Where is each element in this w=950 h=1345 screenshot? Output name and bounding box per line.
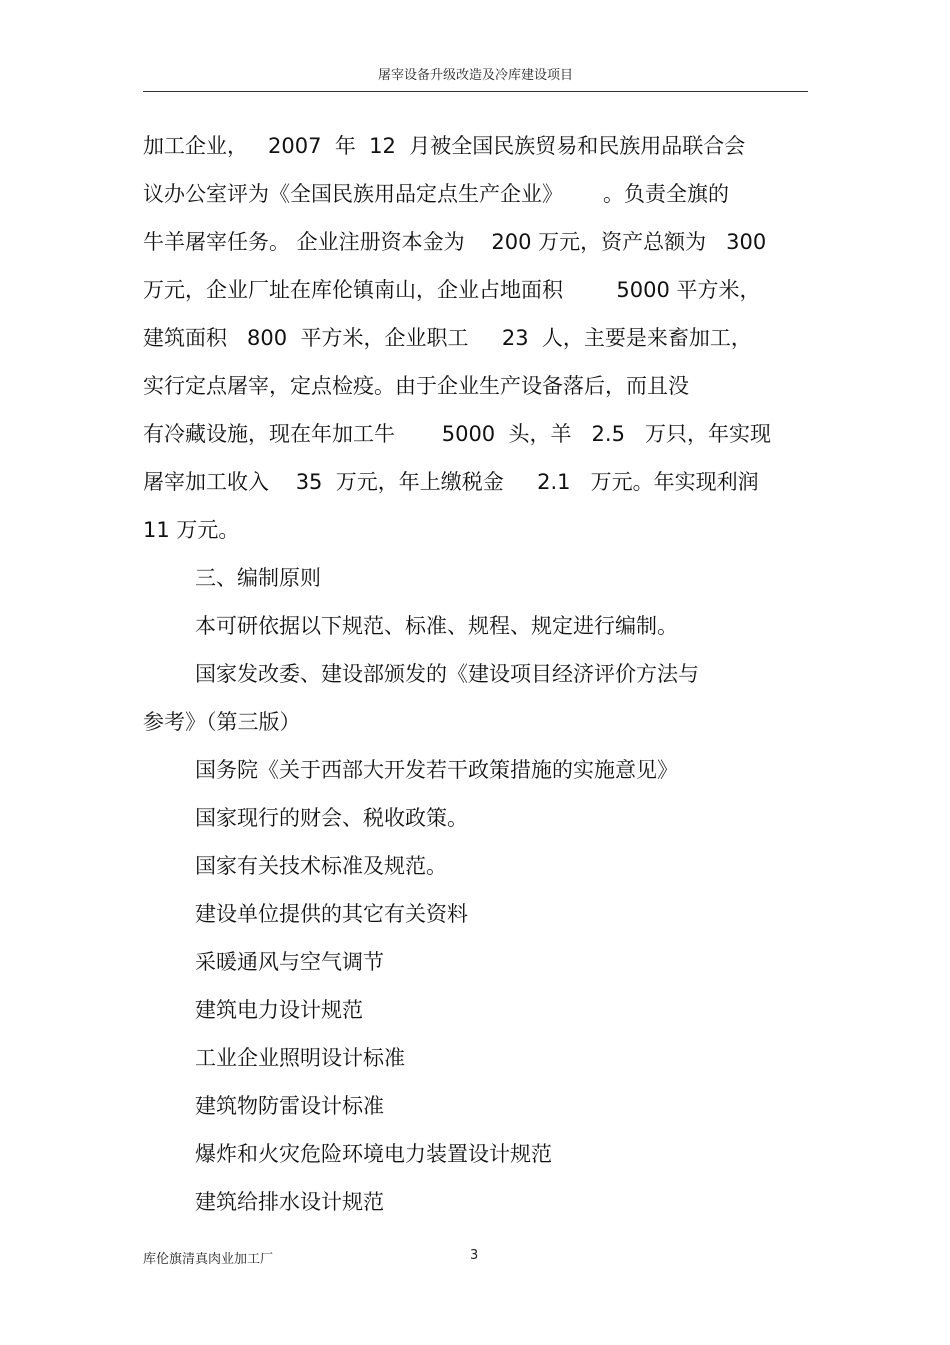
list-item: 建筑物防雷设计标准 bbox=[195, 1094, 384, 1118]
paragraph-line: 屠宰加工收入 35 万元，年上缴税金 2.1 万元。年实现利润 bbox=[143, 470, 759, 494]
list-item: 采暖通风与空气调节 bbox=[195, 950, 384, 974]
list-item: 国家有关技术标准及规范。 bbox=[195, 854, 447, 878]
paragraph-line: 万元，企业厂址在库伦镇南山，企业占地面积 5000 平方米， bbox=[143, 278, 761, 302]
paragraph-line: 牛羊屠宰任务。 企业注册资本金为 200 万元，资产总额为 300 bbox=[143, 230, 767, 254]
paragraph-line: 有冷藏设施，现在年加工牛 5000 头，羊 2.5 万只，年实现 bbox=[143, 422, 771, 446]
header-divider bbox=[143, 91, 808, 92]
paragraph-line: 加工企业， 2007 年 12 月被全国民族贸易和民族用品联合会 bbox=[143, 134, 746, 158]
list-item: 国家现行的财会、税收政策。 bbox=[195, 806, 468, 830]
list-item: 建筑电力设计规范 bbox=[195, 998, 363, 1022]
list-item: 建筑给排水设计规范 bbox=[195, 1190, 384, 1214]
list-item: 爆炸和火灾危险环境电力装置设计规范 bbox=[195, 1142, 552, 1166]
paragraph-line: 国家发改委、建设部颁发的《建设项目经济评价方法与 bbox=[195, 662, 699, 686]
paragraph-line: 议办公室评为《全国民族用品定点生产企业》 。负责全旗的 bbox=[143, 182, 730, 206]
paragraph-line: 本可研依据以下规范、标准、规程、规定进行编制。 bbox=[195, 614, 678, 638]
footer-company: 库伦旗清真肉业加工厂 bbox=[143, 1252, 274, 1267]
running-header: 屠宰设备升级改造及冷库建设项目 bbox=[377, 68, 573, 83]
paragraph-line: 参考》（第三版） bbox=[143, 710, 301, 734]
paragraph-line: 建筑面积 800 平方米，企业职工 23 人，主要是来畜加工， bbox=[143, 326, 752, 350]
page-number: 3 bbox=[470, 1248, 479, 1263]
paragraph-line: 实行定点屠宰，定点检疫。由于企业生产设备落后，而且没 bbox=[143, 374, 689, 398]
list-item: 国务院《关于西部大开发若干政策措施的实施意见》 bbox=[195, 758, 678, 782]
section-heading: 三、编制原则 bbox=[195, 566, 321, 590]
paragraph-line: 11 万元。 bbox=[143, 518, 240, 542]
list-item: 工业企业照明设计标准 bbox=[195, 1046, 405, 1070]
list-item: 建设单位提供的其它有关资料 bbox=[195, 902, 468, 926]
